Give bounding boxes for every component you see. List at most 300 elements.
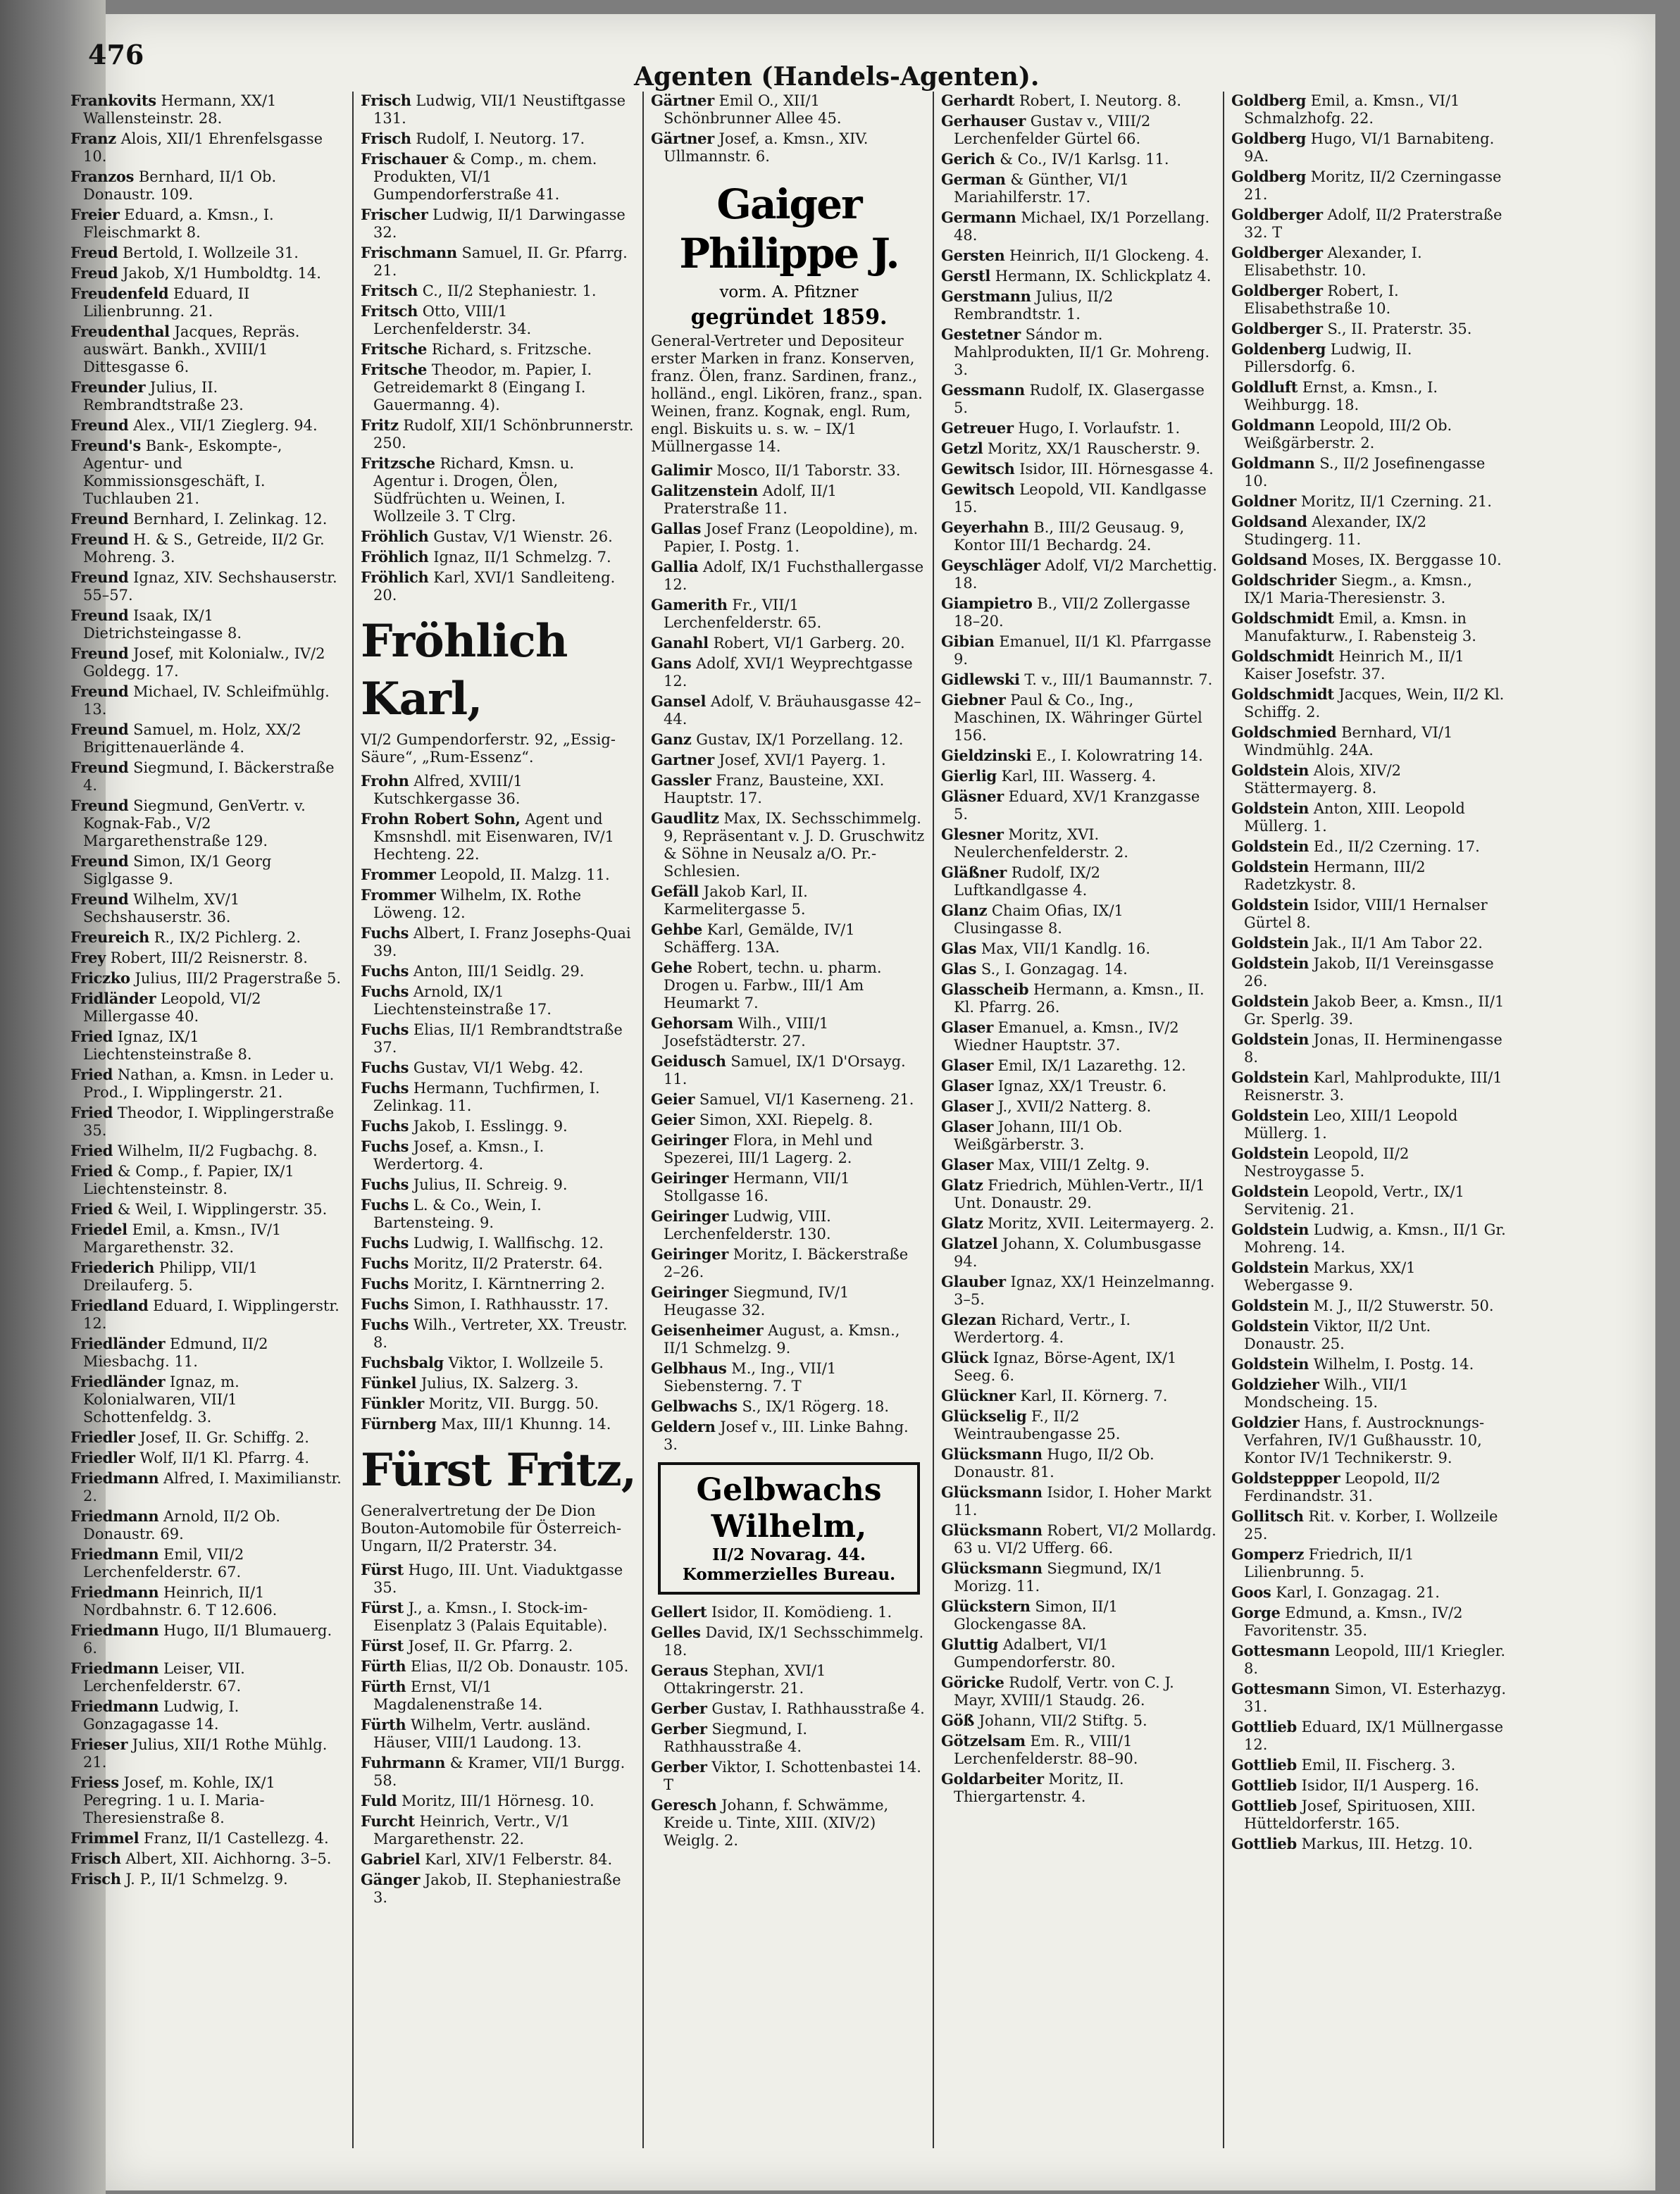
entry-name: Fried (70, 1200, 113, 1218)
entry-name: Friedler (70, 1449, 135, 1466)
entry-name: Galitzenstein (651, 482, 758, 499)
entry-name: Gerber (651, 1758, 707, 1776)
entry-name: Goldstein (1231, 858, 1309, 875)
entry-details: Adolf, XVI/1 Weyprechtgasse 12. (664, 655, 913, 690)
entry-details: Viktor, I. Wollzeile 5. (448, 1354, 604, 1371)
entry-details: Leopold, II. Malzg. 11. (440, 866, 610, 883)
entry-details: Jakob Beer, a. Kmsn., II/1 Gr. Sperlg. 39. (1244, 993, 1505, 1028)
entry-name: Gaudlitz (651, 809, 719, 827)
entry-details: Philipp, VII/1 Dreilauferg. 5. (83, 1259, 259, 1294)
directory-entry (1231, 168, 1507, 204)
entry-details: Ignaz, m. Kolonialwaren, VII/1 Schottenfeldg. 3. (83, 1373, 239, 1426)
directory-entry (70, 1428, 347, 1447)
entry-details: Alois, XIV/2 Stättermayerg. 8. (1244, 762, 1401, 797)
column-divider (1223, 92, 1224, 2148)
entry-details: M., Ing., VII/1 Siebensterng. 7. T (664, 1360, 837, 1395)
directory-entry (941, 1597, 1217, 1633)
directory-entry (651, 1131, 927, 1167)
entry-details: Josef, a. Kmsn., I. Werdertorg. 4. (373, 1138, 545, 1173)
entry-name: Giampietro (941, 594, 1033, 612)
entry-name: Glücksmann (941, 1445, 1043, 1463)
entry-name: Goldstein (1231, 837, 1309, 855)
directory-entry (1231, 1259, 1507, 1295)
entry-name: Gassler (651, 771, 711, 789)
entry-name: Gartner (651, 751, 714, 768)
entry-details: Elias, II/2 Ob. Donaustr. 105. (411, 1658, 629, 1675)
advertisement-boxed (658, 1462, 920, 1595)
directory-entry (361, 206, 637, 242)
entry-name: Goldstein (1231, 954, 1309, 972)
entry-name: Gärtner (651, 92, 714, 109)
directory-entry (1231, 1145, 1507, 1180)
entry-details: Markus, XX/1 Webergasse 9. (1244, 1259, 1416, 1294)
directory-entry (941, 980, 1217, 1016)
entry-name: Goldberg (1231, 92, 1306, 109)
entry-name: Gottlieb (1231, 1835, 1297, 1852)
entry-details: Emil, a. Kmsn. in Manufakturw., I. Rabensteig 3. (1244, 610, 1476, 644)
entry-name: Fried (70, 1028, 113, 1045)
entry-name: Glücksmann (941, 1483, 1043, 1501)
entry-details: Adolf, V. Bräuhausgasse 42–44. (664, 693, 921, 728)
directory-entry (361, 1059, 637, 1077)
entry-details: & Weil, I. Wipplingerstr. 35. (117, 1201, 328, 1218)
directory-entry (361, 302, 637, 338)
entry-details: Isidor, VIII/1 Hernalser Gürtel 8. (1244, 897, 1488, 931)
directory-entry (70, 530, 347, 566)
directory-entry (361, 1234, 637, 1252)
entry-name: Frisch (70, 1870, 121, 1888)
directory-entry (70, 1142, 347, 1160)
directory-entry (941, 419, 1217, 437)
directory-entry (941, 787, 1217, 823)
directory-entry (1231, 130, 1507, 166)
entry-name: Gläsner (941, 787, 1004, 805)
entry-name: Glaser (941, 1057, 993, 1074)
directory-entry (361, 361, 637, 414)
directory-entry (651, 596, 927, 632)
entry-details: Viktor, II/2 Unt. Donaustr. 25. (1244, 1318, 1431, 1352)
entry-details: David, IX/1 Sechsschimmelg. 18. (664, 1624, 924, 1659)
entry-details: F., II/2 Weintraubengasse 25. (954, 1408, 1121, 1442)
entry-details: Simon, II/1 Glockengasse 8A. (954, 1598, 1118, 1633)
entry-name: Fried (70, 1162, 113, 1180)
entry-details: Josef, mit Kolonialw., IV/2 Goldegg. 17. (83, 645, 325, 680)
entry-name: Gessmann (941, 381, 1025, 399)
directory-entry (1231, 799, 1507, 835)
directory-entry (70, 852, 347, 888)
advertisement-gaiger (651, 180, 927, 456)
directory-entry (651, 1603, 927, 1621)
entry-details: Julius, XII/1 Rothe Mühlg. 21. (83, 1736, 328, 1771)
directory-entry (1231, 837, 1507, 856)
directory-entry (361, 1561, 637, 1597)
entry-name: Freund (70, 852, 129, 870)
directory-entry (1231, 1797, 1507, 1833)
entry-details: Ignaz, XIV. Sechshauserstr. 55–57. (83, 569, 337, 604)
entry-details: B., III/2 Geusaug. 9, Kontor III/1 Bechardg. 24. (954, 519, 1185, 554)
entry-name: Glaser (941, 1077, 993, 1095)
directory-entry (941, 170, 1217, 206)
entry-details: Karl, Gemälde, IV/1 Schäfferg. 13A. (664, 921, 855, 956)
entry-details: Jak., II/1 Am Tabor 22. (1313, 935, 1483, 952)
entry-name: Freund (70, 606, 129, 624)
entry-details: Wilh., Vertreter, XX. Treustr. 8. (373, 1316, 628, 1351)
entry-name: Gelbhaus (651, 1359, 727, 1377)
entry-details: Eduard, XV/1 Kranzgasse 5. (954, 788, 1200, 823)
entry-details: Adalbert, VI/1 Gumpendorferstr. 80. (954, 1636, 1116, 1671)
entry-details: Moritz, I. Kärntnerring 2. (413, 1276, 605, 1292)
entry-details: Alexander, IX/2 Studingerg. 11. (1244, 513, 1427, 548)
directory-entry (70, 437, 347, 508)
directory-entry (651, 1758, 927, 1794)
entry-details: Michael, IV. Schleifmühlg. 13. (83, 683, 330, 718)
entry-name: Gehe (651, 959, 692, 976)
entry-details: Jakob, II/1 Vereinsgasse 26. (1244, 955, 1494, 990)
entry-details: Leopold, VI/2 Millergasse 40. (83, 990, 261, 1025)
directory-entry (651, 883, 927, 918)
entry-name: Friedel (70, 1221, 127, 1238)
entry-name: Frohn (361, 772, 409, 790)
directory-entry (361, 1850, 637, 1869)
ad-title: Gaiger Philippe J. (679, 180, 899, 278)
directory-entry (70, 1507, 347, 1543)
entry-details: Moritz, II/2 Praterstr. 64. (413, 1255, 603, 1272)
entry-details: S., IX/1 Rögerg. 18. (742, 1398, 890, 1415)
column-4 (941, 92, 1217, 2148)
entry-details: Heinrich M., II/1 Kaiser Josefstr. 37. (1244, 648, 1464, 682)
entry-name: Glückstern (941, 1597, 1031, 1615)
directory-entry (941, 267, 1217, 285)
column-divider (352, 92, 354, 2148)
entry-name: Furcht (361, 1812, 415, 1830)
directory-entry (361, 1196, 637, 1232)
directory-entry (361, 416, 637, 452)
entry-details: Hugo, III. Unt. Viaduktgasse 35. (373, 1562, 623, 1596)
entry-name: Geidusch (651, 1052, 726, 1070)
directory-entry (361, 1374, 637, 1392)
entry-details: Nathan, a. Kmsn. in Leder u. Prod., I. Wipplingerstr. 21. (83, 1066, 335, 1101)
directory-entry (70, 416, 347, 435)
entry-details: Robert, I. Elisabethstraße 10. (1244, 282, 1399, 317)
entry-name: Fürst (361, 1637, 404, 1654)
directory-entry (651, 1720, 927, 1756)
directory-entry (70, 1829, 347, 1847)
entry-name: Fritsche (361, 361, 428, 378)
entry-name: Gewitsch (941, 460, 1015, 478)
directory-entry (1231, 513, 1507, 549)
entry-details: Josef Franz (Leopoldine), m. Papier, I. Postg. 1. (664, 521, 919, 555)
directory-entry (651, 1418, 927, 1454)
entry-details: Fr., VII/1 Lerchenfelderstr. 65. (664, 597, 822, 631)
entry-name: Gefäll (651, 883, 699, 900)
directory-entry (1231, 1583, 1507, 1602)
entry-details: Leo, XIII/1 Leopold Müllerg. 1. (1244, 1107, 1458, 1142)
entry-details: Moses, IX. Berggasse 10. (1312, 551, 1502, 568)
entry-details: Robert, I. Neutorg. 8. (1019, 92, 1182, 109)
entry-details: Rudolf, Vertr. von C. J. Mayr, XVIII/1 Staudg. 26. (954, 1674, 1174, 1709)
entry-name: Gehbe (651, 921, 703, 938)
entry-name: Freudenfeld (70, 285, 169, 302)
entry-name: Frommer (361, 886, 436, 904)
entry-details: Robert, VI/2 Mollardg. 63 u. VI/2 Ufferg. 66. (954, 1522, 1217, 1557)
entry-details: Alex., VII/1 Zieglerg. 94. (133, 417, 318, 434)
entry-details: & Comp., f. Papier, IX/1 Liechtensteinstr. 8. (83, 1163, 294, 1197)
directory-entry (651, 1796, 927, 1850)
entry-details: Friedrich, Mühlen-Vertr., II/1 Unt. Donaustr. 29. (954, 1177, 1205, 1211)
entry-name: Geier (651, 1111, 695, 1128)
ad-founded: gegründet 1859. (690, 305, 888, 330)
entry-details: Friedrich, II/1 Lilienbrunng. 5. (1244, 1546, 1414, 1581)
entry-name: Freund (70, 759, 129, 776)
entry-name: Goldberger (1231, 320, 1323, 337)
directory-entry (361, 1415, 637, 1433)
entry-name: Freund (70, 530, 129, 548)
entry-name: Fuhrmann (361, 1754, 446, 1771)
entry-details: Siegmund, IV/1 Heugasse 32. (664, 1284, 850, 1319)
entry-name: Frankovits (70, 92, 156, 109)
entry-details: Gustav, VI/1 Webg. 42. (413, 1059, 584, 1076)
directory-entry (1231, 1068, 1507, 1104)
entry-name: Freureich (70, 928, 149, 946)
entry-details: Alois, XII/1 Ehrenfelsgasse 10. (83, 130, 323, 165)
directory-entry (70, 1469, 347, 1505)
entry-details: Alexander, I. Elisabethstr. 10. (1244, 244, 1422, 279)
entry-details: Wilhelm, II/2 Fugbachg. 8. (117, 1142, 318, 1159)
advertisement-entry (361, 613, 637, 766)
directory-entry (1231, 1107, 1507, 1142)
entry-details: Johann, VII/2 Stiftg. 5. (978, 1712, 1147, 1729)
directory-entry (941, 150, 1217, 168)
directory-entry (70, 1697, 347, 1733)
directory-entry (70, 1104, 347, 1140)
entry-details: Robert, techn. u. pharm. Drogen u. Farbw., III/1 Am Heumarkt 7. (664, 959, 882, 1011)
entry-name: Frischmann (361, 244, 457, 261)
entry-name: Goldstein (1231, 1145, 1309, 1162)
entry-name: Gläßner (941, 864, 1007, 881)
directory-entry (941, 92, 1217, 110)
entry-name: Gansel (651, 692, 707, 710)
directory-entry (651, 809, 927, 880)
entry-details: Max, VII/1 Kandlg. 16. (981, 940, 1151, 957)
directory-entry (70, 1373, 347, 1426)
entry-details: Gustav, IX/1 Porzellang. 12. (696, 731, 904, 748)
entry-details: J., XVII/2 Natterg. 8. (997, 1098, 1152, 1115)
entry-name: Fuchs (361, 1254, 409, 1272)
entry-details: R., IX/2 Pichlerg. 2. (154, 929, 301, 946)
entry-name: Goldarbeiter (941, 1770, 1044, 1788)
entry-name: Freund (70, 568, 129, 586)
entry-details: Isidor, II/1 Ausperg. 16. (1301, 1777, 1479, 1794)
entry-name: Gollitsch (1231, 1507, 1304, 1525)
entry-details: Karl, Mahlprodukte, III/1 Reisnerstr. 3. (1244, 1069, 1502, 1104)
entry-details: Wolf, II/1 Kl. Pfarrg. 4. (139, 1450, 310, 1466)
column-3 (651, 92, 927, 2148)
directory-entry (941, 594, 1217, 630)
entry-name: Geiringer (651, 1131, 728, 1149)
entry-details: Karl, III. Wasserg. 4. (1001, 768, 1157, 785)
directory-entry (1231, 571, 1507, 607)
entry-details: Anton, III/1 Seidlg. 29. (413, 963, 585, 980)
directory-entry (1231, 1756, 1507, 1774)
entry-details: Jakob, II. Stephaniestraße 3. (373, 1871, 621, 1906)
entry-name: Gomperz (1231, 1545, 1305, 1563)
entry-details: Markus, III. Hetzg. 10. (1301, 1835, 1473, 1852)
directory-entry (70, 92, 347, 127)
ad-description: VI/2 Gumpendorferstr. 92, „Essig-Säure“, „Rum-Essenz“. (361, 731, 616, 766)
directory-entry (361, 1678, 637, 1714)
directory-entry (941, 1176, 1217, 1212)
entry-name: Gänger (361, 1871, 421, 1888)
page-title: Agenten (Handels-Agenten). (634, 62, 1040, 92)
entry-details: & Günther, VI/1 Mariahilferstr. 17. (954, 171, 1129, 206)
entry-name: Geiringer (651, 1207, 728, 1225)
entry-details: August, a. Kmsn., II/1 Schmelzg. 9. (664, 1322, 900, 1357)
entry-details: Viktor, I. Schottenbastei 14. T (664, 1759, 921, 1793)
entry-name: Glauber (941, 1273, 1006, 1290)
entry-name: Glatzel (941, 1235, 998, 1252)
entry-name: Fritsch (361, 282, 418, 299)
entry-name: Glückselig (941, 1407, 1027, 1425)
entry-details: Moritz, XVI. Neulerchenfelderstr. 2. (954, 826, 1128, 861)
directory-entry (1231, 723, 1507, 759)
directory-entry (941, 1712, 1217, 1730)
entry-details: S., I. Gonzagag. 14. (981, 961, 1128, 978)
directory-entry (651, 1321, 927, 1357)
entry-name: Frieser (70, 1735, 128, 1753)
entry-details: Ignaz, IX/1 Liechtensteinstraße 8. (83, 1028, 252, 1063)
entry-details: Leopold, III/2 Ob. Weißgärberstr. 2. (1244, 417, 1452, 451)
entry-name: Friczko (70, 969, 130, 987)
directory-entry (651, 1283, 927, 1319)
directory-entry (651, 1397, 927, 1416)
directory-entry (1231, 206, 1507, 242)
entry-name: Gelbwachs (651, 1397, 738, 1415)
directory-entry (361, 1117, 637, 1135)
entry-details: Ludwig, II/1 Darwingasse 32. (373, 206, 626, 241)
entry-name: Glaser (941, 1018, 993, 1036)
entry-name: Gottesmann (1231, 1680, 1330, 1697)
directory-entry (941, 1018, 1217, 1054)
entry-name: Fürst (361, 1599, 404, 1616)
entry-details: Jakob Karl, II. Karmelitergasse 5. (664, 883, 808, 918)
entry-name: Goldstein (1231, 1030, 1309, 1048)
entry-details: Hermann, XX/1 Wallensteinstr. 28. (83, 92, 277, 127)
entry-name: Gallas (651, 520, 702, 537)
entry-name: Gellert (651, 1603, 707, 1621)
entry-details: Alfred, XVIII/1 Kutschkergasse 36. (373, 773, 523, 807)
entry-details: Emil, IX/1 Lazarethg. 12. (997, 1057, 1186, 1074)
directory-entry (361, 1354, 637, 1372)
entry-details: Wilhelm, XV/1 Sechshauserstr. 36. (83, 891, 240, 925)
entry-details: & Kramer, VII/1 Burgg. 58. (373, 1754, 626, 1789)
directory-entry (70, 285, 347, 320)
directory-entry (651, 482, 927, 518)
entry-name: Fünkler (361, 1395, 424, 1412)
entry-name: German (941, 170, 1006, 188)
entry-details: Wilh., VIII/1 Josefstädterstr. 27. (664, 1015, 829, 1049)
advertisement-entry (361, 1442, 637, 1555)
entry-name: Fuchs (361, 924, 409, 942)
directory-entry (361, 1079, 637, 1115)
directory-entry (70, 378, 347, 414)
directory-entry (1231, 858, 1507, 894)
entry-details: Moritz, II/1 Czerning. 21. (1300, 493, 1492, 510)
entry-details: Ignaz, XX/1 Heinzelmanng. 3–5. (954, 1273, 1215, 1308)
entry-name: Freier (70, 206, 120, 223)
entry-name: Freund's (70, 437, 142, 454)
entry-details: Heinrich, II/1 Glockeng. 4. (1009, 247, 1209, 264)
entry-name: Goldschrider (1231, 571, 1337, 589)
entry-details: Moritz, XX/1 Rauscherstr. 9. (988, 440, 1201, 457)
entry-name: Fünkel (361, 1374, 417, 1392)
entry-name: Geresch (651, 1796, 717, 1814)
directory-entry (941, 1673, 1217, 1709)
directory-entry (70, 1259, 347, 1295)
entry-details: Emil O., XII/1 Schönbrunner Allee 45. (664, 92, 842, 127)
directory-entry (941, 1349, 1217, 1385)
entry-details: Jacques, Wein, II/2 Kl. Schiffg. 2. (1244, 686, 1505, 721)
entry-details: Hugo, II/1 Blumauerg. 6. (83, 1622, 332, 1657)
entry-name: Friedland (70, 1297, 149, 1314)
entry-details: Elias, II/1 Rembrandtstraße 37. (373, 1021, 623, 1056)
directory-entry (70, 644, 347, 680)
entry-details: Max, VIII/1 Zeltg. 9. (997, 1157, 1150, 1173)
entry-details: Josef, Spirituosen, XIII. Hütteldorferstr. 165. (1244, 1797, 1476, 1832)
directory-entry (941, 1521, 1217, 1557)
entry-name: Fried (70, 1066, 113, 1083)
directory-entry (70, 890, 347, 926)
directory-entry (70, 1870, 347, 1888)
entry-name: Frischer (361, 206, 428, 223)
entry-details: Hans, f. Austrocknungs-Verfahren, IV/1 Gußhausstr. 10, Kontor IV/1 Technikerstr. 9. (1244, 1414, 1485, 1466)
directory-entry (70, 130, 347, 166)
directory-entry (941, 960, 1217, 978)
directory-entry (361, 886, 637, 922)
entry-name: Goldschmidt (1231, 685, 1334, 703)
directory-entry (1231, 761, 1507, 797)
entry-details: Eduard, a. Kmsn., I. Fleischmarkt 8. (83, 206, 274, 241)
entry-details: Moritz, VII. Burgg. 50. (428, 1395, 599, 1412)
directory-entry (941, 208, 1217, 244)
entry-name: Glasscheib (941, 980, 1029, 998)
directory-entry (941, 1559, 1217, 1595)
directory-entry (361, 150, 637, 204)
directory-entry (651, 1207, 927, 1243)
entry-details: T. v., III/1 Baumannstr. 7. (1024, 671, 1213, 688)
entry-details: Ludwig, a. Kmsn., II/1 Gr. Mohreng. 14. (1244, 1221, 1506, 1256)
entry-details: Bernhard, I. Zelinkag. 12. (133, 511, 328, 528)
directory-entry (651, 1014, 927, 1050)
directory-entry (70, 1066, 347, 1102)
entry-details: Julius, II. Rembrandtstraße 23. (83, 379, 244, 413)
entry-details: Josef, II. Gr. Schiffg. 2. (139, 1429, 309, 1446)
entry-details: Samuel, m. Holz, XX/2 Brigittenauerlände 4. (83, 721, 301, 756)
entry-name: Fuchs (361, 1021, 409, 1038)
entry-name: Getreuer (941, 419, 1014, 437)
entry-name: Fürth (361, 1716, 406, 1733)
directory-entry (70, 206, 347, 242)
entry-details: Julius, IX. Salzerg. 3. (421, 1375, 579, 1392)
entry-details: Samuel, II. Gr. Pfarrg. 21. (373, 244, 628, 279)
directory-entry (70, 969, 347, 987)
entry-name: Freud (70, 244, 118, 261)
entry-details: Richard, Vertr., I. Werdertorg. 4. (954, 1311, 1131, 1346)
directory-entry (1231, 1317, 1507, 1353)
entry-details: J. P., II/1 Schmelzg. 9. (125, 1871, 288, 1888)
entry-details: Chaim Ofias, IX/1 Clusingasse 8. (954, 902, 1124, 937)
directory-entry (70, 1583, 347, 1619)
entry-details: Jonas, II. Herminengasse 8. (1244, 1031, 1502, 1066)
